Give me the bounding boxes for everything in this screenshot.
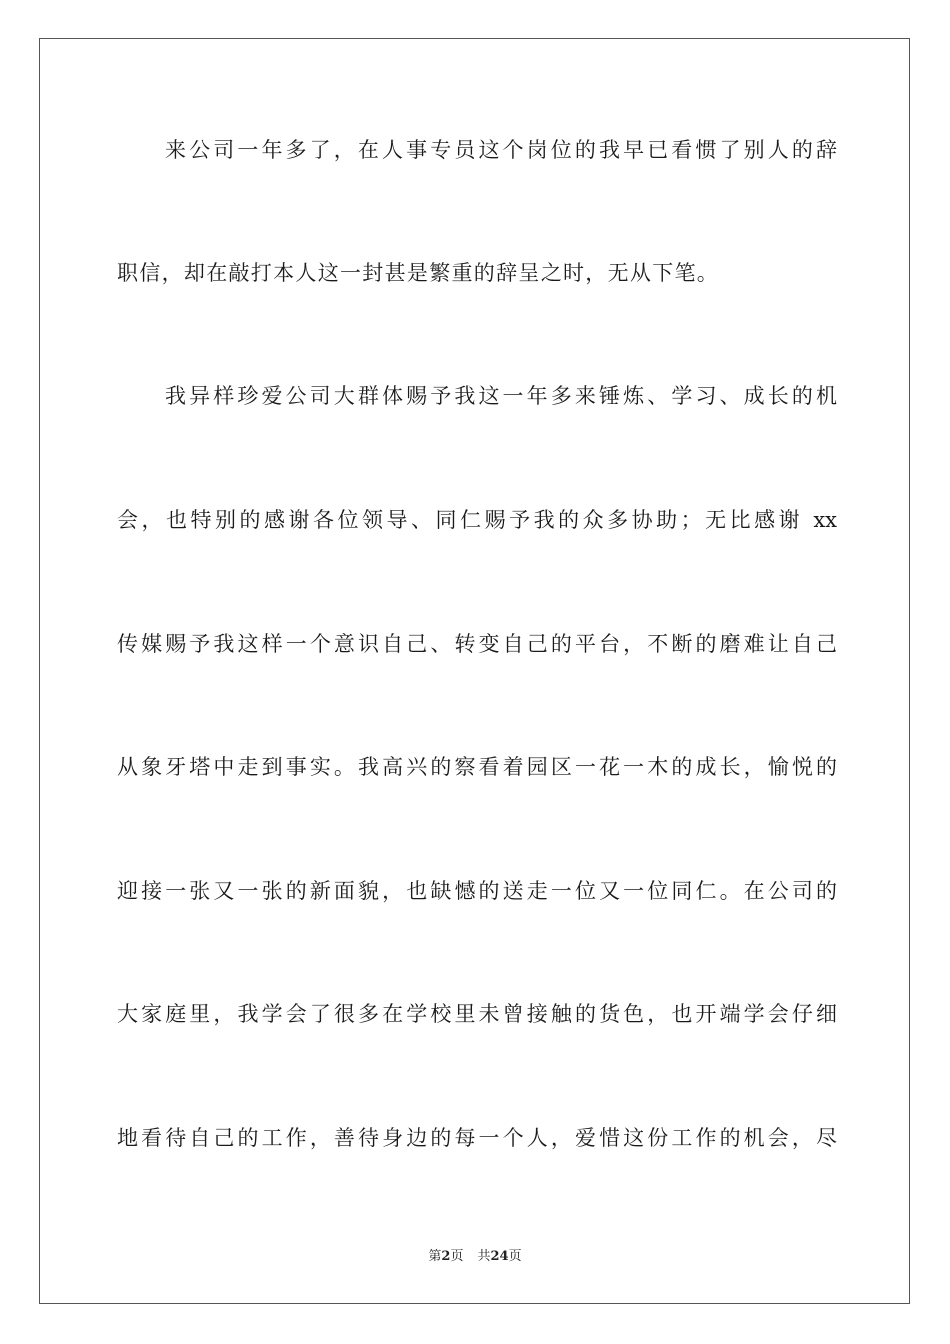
paragraph-2-line-5: 迎接一张又一张的新面貌，也缺憾的送走一位又一位同仁。在公司的 (117, 879, 837, 903)
paragraph-2-line-6: 大家庭里，我学会了很多在学校里未曾接触的货色，也开端学会仔细 (117, 1002, 837, 1026)
paragraph-2-line-7: 地看待自己的工作，善待身边的每一个人，爱惜这份工作的机会，尽 (117, 1126, 837, 1150)
total-prefix: 共 (477, 1249, 491, 1264)
page-prefix: 第 (428, 1249, 442, 1264)
page-footer (0, 1248, 950, 1266)
paragraph-1-line-2: 职信，却在敲打本人这一封甚是繁重的辞呈之时，无从下笔。 (117, 261, 720, 285)
total-pages: 24 (490, 1249, 509, 1264)
paragraph-2-line-2: 会，也特别的感谢各位领导、同仁赐予我的众多协助；无比感谢 xx (117, 508, 837, 532)
page-suffix: 页 (450, 1249, 464, 1264)
paragraph-1-line-1: 来公司一年多了，在人事专员这个岗位的我早已看惯了别人的辞 (165, 138, 837, 162)
total-suffix: 页 (508, 1249, 522, 1264)
paragraph-2-line-3: 传媒赐予我这样一个意识自己、转变自己的平台，不断的磨难让自己 (117, 632, 837, 656)
paragraph-2-line-4: 从象牙塔中走到事实。我高兴的察看着园区一花一木的成长，愉悦的 (117, 755, 837, 779)
page-border (39, 38, 910, 1304)
page-number: 2 (441, 1249, 451, 1264)
paragraph-2-line-1: 我异样珍爱公司大群体赐予我这一年多来锤炼、学习、成长的机 (165, 384, 837, 408)
